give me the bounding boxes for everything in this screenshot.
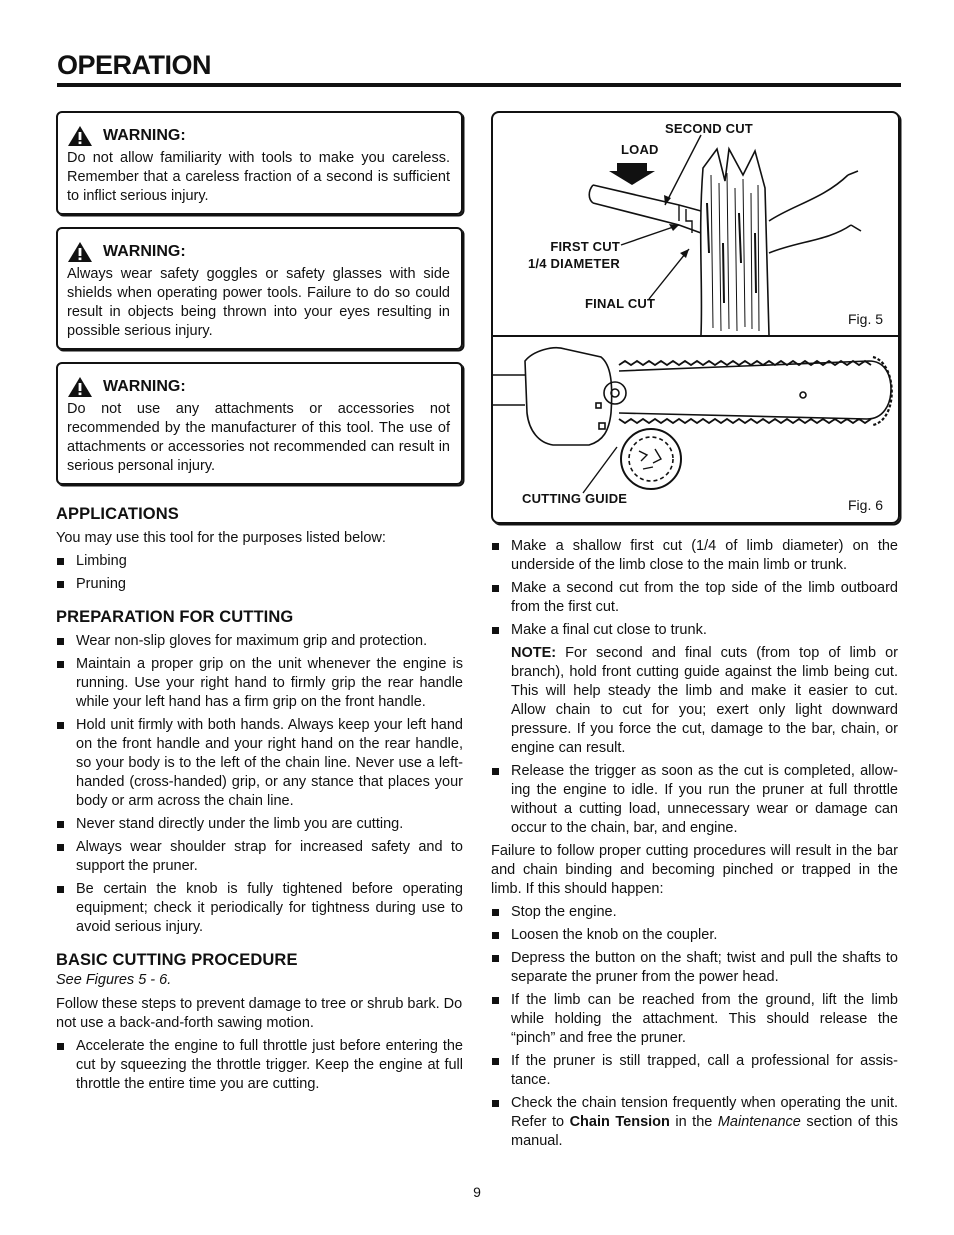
failure-paragraph: Failure to follow proper cutting procedures will result in the bar and chain binding and becoming pinched or trapped in the limb. If this should happen: [491, 843, 898, 897]
warning-title: WARNING: [103, 243, 186, 260]
applications-list [56, 552, 463, 594]
chain-tension-text-mid: in the [669, 1114, 718, 1130]
applications-intro: You may use this tool for the purposes listed below: [56, 530, 386, 546]
warning-text: Always wear safety goggles or safety glasses with side shields when operating power tools. Failure to do so could result in objects being thrown into your eyes resulting in possible serious injury. [67, 266, 450, 339]
list-item: Make a shallow first cut (1/4 of limb diameter) on the underside of the limb close to the main limb or trunk. [491, 537, 898, 575]
warning-triangle-icon [67, 241, 93, 263]
basic-cutting-heading: BASIC CUTTING PROCEDURE [56, 951, 298, 969]
list-item: Wear non-slip gloves for maximum grip and protection. [56, 632, 463, 651]
list-item: If the pruner is still trapped, call a professional for assis-tance. [491, 1052, 898, 1090]
label-load: LOAD [621, 142, 659, 157]
maintenance-reference: Maintenance [717, 1114, 801, 1130]
left-column [56, 111, 463, 1098]
basic-cutting-intro: Follow these steps to prevent damage to tree or shrub bark. Do not use a back-and-forth sawing motion. [56, 996, 463, 1031]
warning-text: Do not allow familiarity with tools to make you careless. Remember that a careless fraction of a second is sufficient to inflict serious injury. [67, 150, 450, 204]
list-item: Be certain the knob is fully tightened before operating equipment; check it periodically for tightness during use to avoid serious injury. [56, 880, 463, 937]
list-item: Maintain a proper grip on the unit whenever the engine is running. Use your right hand to firmly grip the rear handle while your left hand has a firm grip on the front handle. [56, 655, 463, 712]
warning-box-attachments [56, 362, 463, 485]
list-item: Release the trigger as soon as the cut is completed, allow-ing the engine to idle. If you run the pruner at full throttle without a cutting load, unnecessary wear or damage can occur to the chain, bar, and engine. [491, 762, 898, 838]
list-item: Depress the button on the shaft; twist and pull the shafts to separate the pruner from the power head. [491, 949, 898, 987]
warning-title: WARNING: [103, 378, 186, 395]
chain-tension-text-post: section of this manual. [511, 1114, 898, 1149]
cutting-steps-list [491, 537, 898, 640]
list-item: Make a final cut close to trunk. [491, 621, 898, 640]
pruner-head-illustration [493, 348, 892, 489]
figure-6-label: Fig. 6 [848, 497, 884, 513]
label-first-cut: FIRST CUT [550, 239, 620, 254]
list-item: Always wear shoulder strap for increased safety and to support the pruner. [56, 838, 463, 876]
note-label: NOTE: [511, 645, 557, 661]
see-figures-reference: See Figures 5 - 6. [56, 972, 172, 988]
list-item: Never stand directly under the limb you are cutting. [56, 815, 463, 834]
applications-heading: APPLICATIONS [56, 505, 179, 523]
basic-cutting-list [56, 1037, 463, 1094]
label-first-cut-diameter: 1/4 DIAMETER [528, 256, 620, 271]
warning-triangle-icon [67, 125, 93, 147]
list-item: Accelerate the engine to full throttle just before entering the cut by squeezing the throttle trigger. Keep the engine at full throttle the entire time you are cutting. [56, 1037, 463, 1094]
chain-tension-reference: Chain Tension [569, 1114, 670, 1130]
list-item [491, 1094, 898, 1151]
chain-tension-text-pre: Check the chain tension frequently when operating the unit. Refer to [511, 1095, 898, 1130]
warning-text: Do not use any attachments or accessories not recommended by the manufacturer of this tool. The use of attachments or accessories not recommended can result in serious personal injury. [67, 401, 450, 474]
label-final-cut: FINAL CUT [585, 296, 656, 311]
list-item: Stop the engine. [491, 903, 898, 922]
list-item: Make a second cut from the top side of the limb outboard from the first cut. [491, 579, 898, 617]
list-item: Hold unit firmly with both hands. Always keep your left hand on the front handle and your right hand on the rear handle, so your body is to the left of the chain line. Never use a left-handed (cross-handed) grip, or any stance that places your body or arm across the chain line. [56, 716, 463, 811]
right-column [491, 537, 898, 1155]
warning-box-familiarity [56, 111, 463, 215]
page-number: 9 [473, 1184, 481, 1200]
figure-divider [493, 335, 898, 337]
list-item: Loosen the knob on the coupler. [491, 926, 898, 945]
figure-panel [491, 111, 900, 524]
release-list [491, 762, 898, 838]
note-text: For second and final cuts (from top of limb or branch), hold front cutting guide against the limb being cut. This will help steady the limb and make it easier to cut. Allow chain to cut for you; exert only light downward pressure. If you force the cut, damage to the bar, chain, or engine can result. [511, 645, 898, 756]
list-item: If the limb can be reached from the ground, lift the limb while holding the attachment. This should release the “pinch” and free the pruner. [491, 991, 898, 1048]
title-rule [57, 83, 901, 87]
warning-title: WARNING: [103, 127, 186, 144]
note-paragraph [491, 644, 898, 758]
preparation-list [56, 632, 463, 937]
list-item: Limbing [56, 552, 463, 571]
page-title: OPERATION [57, 50, 212, 80]
label-second-cut: SECOND CUT [665, 121, 753, 136]
warning-box-safety-goggles [56, 227, 463, 350]
label-cutting-guide: CUTTING GUIDE [522, 491, 628, 506]
load-arrow-icon [609, 163, 655, 185]
list-item: Pruning [56, 575, 463, 594]
warning-triangle-icon [67, 376, 93, 398]
preparation-heading: PREPARATION FOR CUTTING [56, 608, 294, 626]
pinched-steps-list [491, 903, 898, 1151]
figures-illustration [493, 113, 898, 522]
figure-5-label: Fig. 5 [848, 311, 884, 327]
